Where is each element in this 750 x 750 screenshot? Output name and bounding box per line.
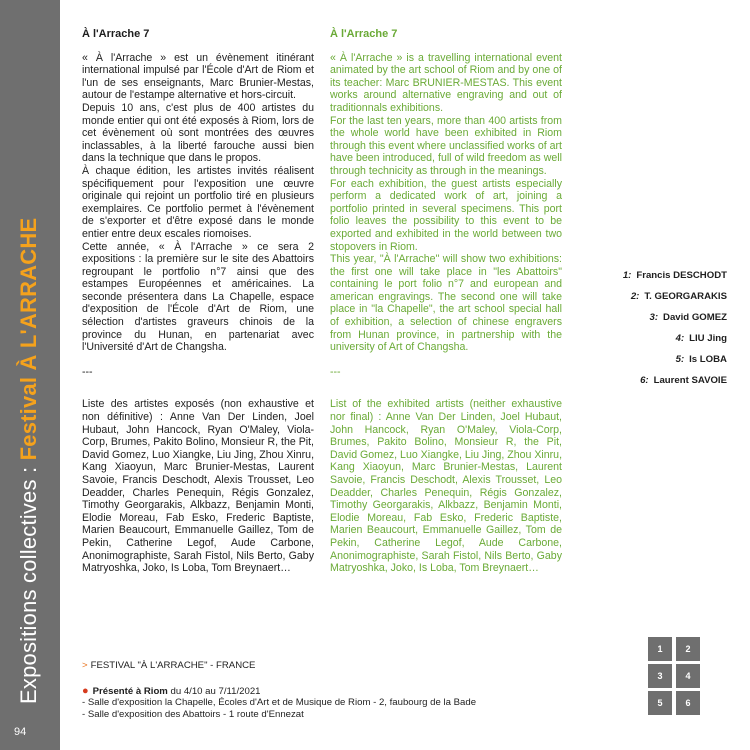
artist-name: Laurent SAVOIE [653,375,727,386]
french-paragraph: À chaque édition, les artistes invités réalisent spécifiquement pour l'exposition une œuvre originale qui rejoint un portfolio tiré en plusieurs exemplaires. Ce portfolio permet à l'évènement de s'exporter et d'être exposé dans le monde entier entre deux escales riomoises. [82,164,314,240]
artist-number: 4: [675,333,685,344]
french-title: À l'Arrache 7 [82,28,150,40]
section-title-prefix: Expositions collectives : [16,460,41,704]
image-index-cell: 3 [648,664,672,688]
french-artists-list: Liste des artistes exposés (non exhaustive et non définitive) : Anne Van Der Linden, Joel Hubaut, John Hancock, Ryan O'Maley, Viola-Corp, Brumes, Pakito Bolino, Monsieur R, the Pit, David Gomez, Luo Xiangke, Liu Jing, Zhou Xinru, Kang Xiaoyun, Marc Brunier-Mestas, Laurent Savoie, Francis Deschodt, Alexis Trousset, Leo Deadder, Charles Penequin, Régis Gonzalez, Timothy Georgarakis, Alkbazz, Benjamin Monti, Elodie Moreau, Fab Esko, Frederic Baptiste, Marien Beaucourt, Emmanuelle Gaillez, Tom de Pekin, Catherine Legof, Aude Carbone, Anonimographiste, Sarah Fistol, Nils Berto, Gaby Matryoshka, Joko, Is Loba, Tom Breynaert… [82,398,315,575]
presented-line [82,686,602,698]
artist-name: Is LOBA [689,354,727,365]
english-paragraph: For each exhibition, the guest artists especially perform a dedicated work of art, joining a portfolio printed in several specimens. This port folio leaves the possibility to this event to be exported and exhibited in the world between two stopovers in Riom. [330,177,562,253]
artist-number: 1: [622,270,632,281]
english-title: À l'Arrache 7 [330,28,398,40]
english-paragraph: This year, "À l'Arrache" will show two exhibitions: the first one will take place in "les Abattoirs" containing le port folio n°7 and european and american engravings. The second one will take place in "la Chapelle", the art school special hall of exhibition, a selection of chinese engravers from Hunan province, in partnership with the university of Art of Changsha. [330,253,562,354]
artist-name: Francis DESCHODT [636,270,727,281]
presented-dates: du 4/10 au 7/11/2021 [167,685,261,697]
image-index-cell: 4 [676,664,700,688]
bullet-icon: ● [82,684,89,697]
sidebar [0,0,60,750]
festival-name: FESTIVAL "À L'ARRACHE" - FRANCE [90,660,256,671]
featured-artists [575,270,727,396]
french-paragraph: Cette année, « À l'Arrache » ce sera 2 expositions : la première sur le site des Abattoirs regroupant le portfolio n°7 ainsi que des estampes Européennes et américaines. La seconde présentera dans La Chapelle, espace d'exposition de l'École d'Art de Riom, une sélection d'artistes graveurs chinois de la province du Hunan, en partenariat avec l'Université d'Art de Changsha. [82,240,314,354]
venue-line: - Salle d'exposition la Chapelle, Écoles d'Art et de Musique de Riom - 2, faubourg de la Bade [82,697,477,708]
section-title [11,24,47,704]
festival-line [82,660,602,672]
featured-artist [575,375,727,396]
presented-label: Présenté à Riom [92,685,168,697]
english-paragraph: For the last ten years, more than 400 artists from the whole world have been exhibited in Riom through this event where unclassified works of art have been introduced, full of wild freedom as well through technicity as through in the meanings. [330,114,563,177]
featured-artist [575,354,727,375]
french-paragraph: Depuis 10 ans, c'est plus de 400 artistes du monde entier qui ont été exposés à Riom, lors de cet évènement où sont montrées des œuvres inclassables, à la liberté farouche aussi bien dans la technique que dans le propos. [82,101,314,165]
featured-artist [575,312,727,333]
artist-name: David GOMEZ [663,312,727,323]
image-index-grid [648,637,700,715]
image-index-cell: 2 [676,637,700,661]
french-paragraph: « À l'Arrache » est un évènement itinérant international impulsé par l'École d'Art de Riom et l'un de ses enseignants, Marc Brunier-Mestas, autour de l'estampe alternative et hors-circuit. [82,51,314,102]
featured-artist [575,291,727,312]
footer [82,660,602,720]
english-paragraph: « À l'Arrache » is a travelling international event animated by the art school of Riom and by one of its teacher: Marc BRUNIER-MESTAS. This event works around alternative engraving and out of traditionnals exhibitions. [330,51,562,114]
english-artists-list: List of the exhibited artists (neither exhaustive nor final) : Anne Van Der Linden, Joel Hubaut, John Hancock, Ryan O'Maley, Viola-Corp, Brumes, Pakito Bolino, Monsieur R, the Pit, David Gomez, Luo Xiangke, Liu Jing, Zhou Xinru, Kang Xiaoyun, Marc Brunier-Mestas, Laurent Savoie, Francis Deschodt, Alexis Trousset, Leo Deadder, Charles Penequin, Régis Gonzalez, Timothy Georgarakis, Alkbazz, Benjamin Monti, Elodie Moreau, Fab Esko, Frederic Baptiste, Marien Beaucourt, Emmanuelle Gaillez, Tom de Pekin, Catherine Legof, Aude Carbone, Anonimographiste, Sarah Fistol, Nils Berto, Gaby Matryoshka, Joko, Is Loba, Tom Breynaert… [330,398,563,575]
arrow-icon: > [82,660,88,671]
image-index-cell: 1 [648,637,672,661]
artist-number: 6: [640,375,649,386]
artist-number: 2: [630,291,640,302]
french-separator: --- [82,365,93,378]
french-column [82,28,314,575]
artist-name: LIU Jing [689,333,727,344]
english-separator: --- [330,365,341,378]
section-title-accent: Festival À L'ARRACHE [16,217,41,461]
venue-line: - Salle d'exposition des Abattoirs - 1 route d'Ennezat [82,708,304,720]
artist-number: 3: [649,312,659,323]
artist-number: 5: [675,354,685,365]
image-index-cell: 5 [648,691,672,715]
artist-name: T. GEORGARAKIS [644,291,727,302]
english-column [330,28,562,575]
image-index-cell: 6 [676,691,700,715]
page-number: 94 [14,726,27,738]
featured-artist [575,270,727,291]
featured-artist [575,333,727,354]
